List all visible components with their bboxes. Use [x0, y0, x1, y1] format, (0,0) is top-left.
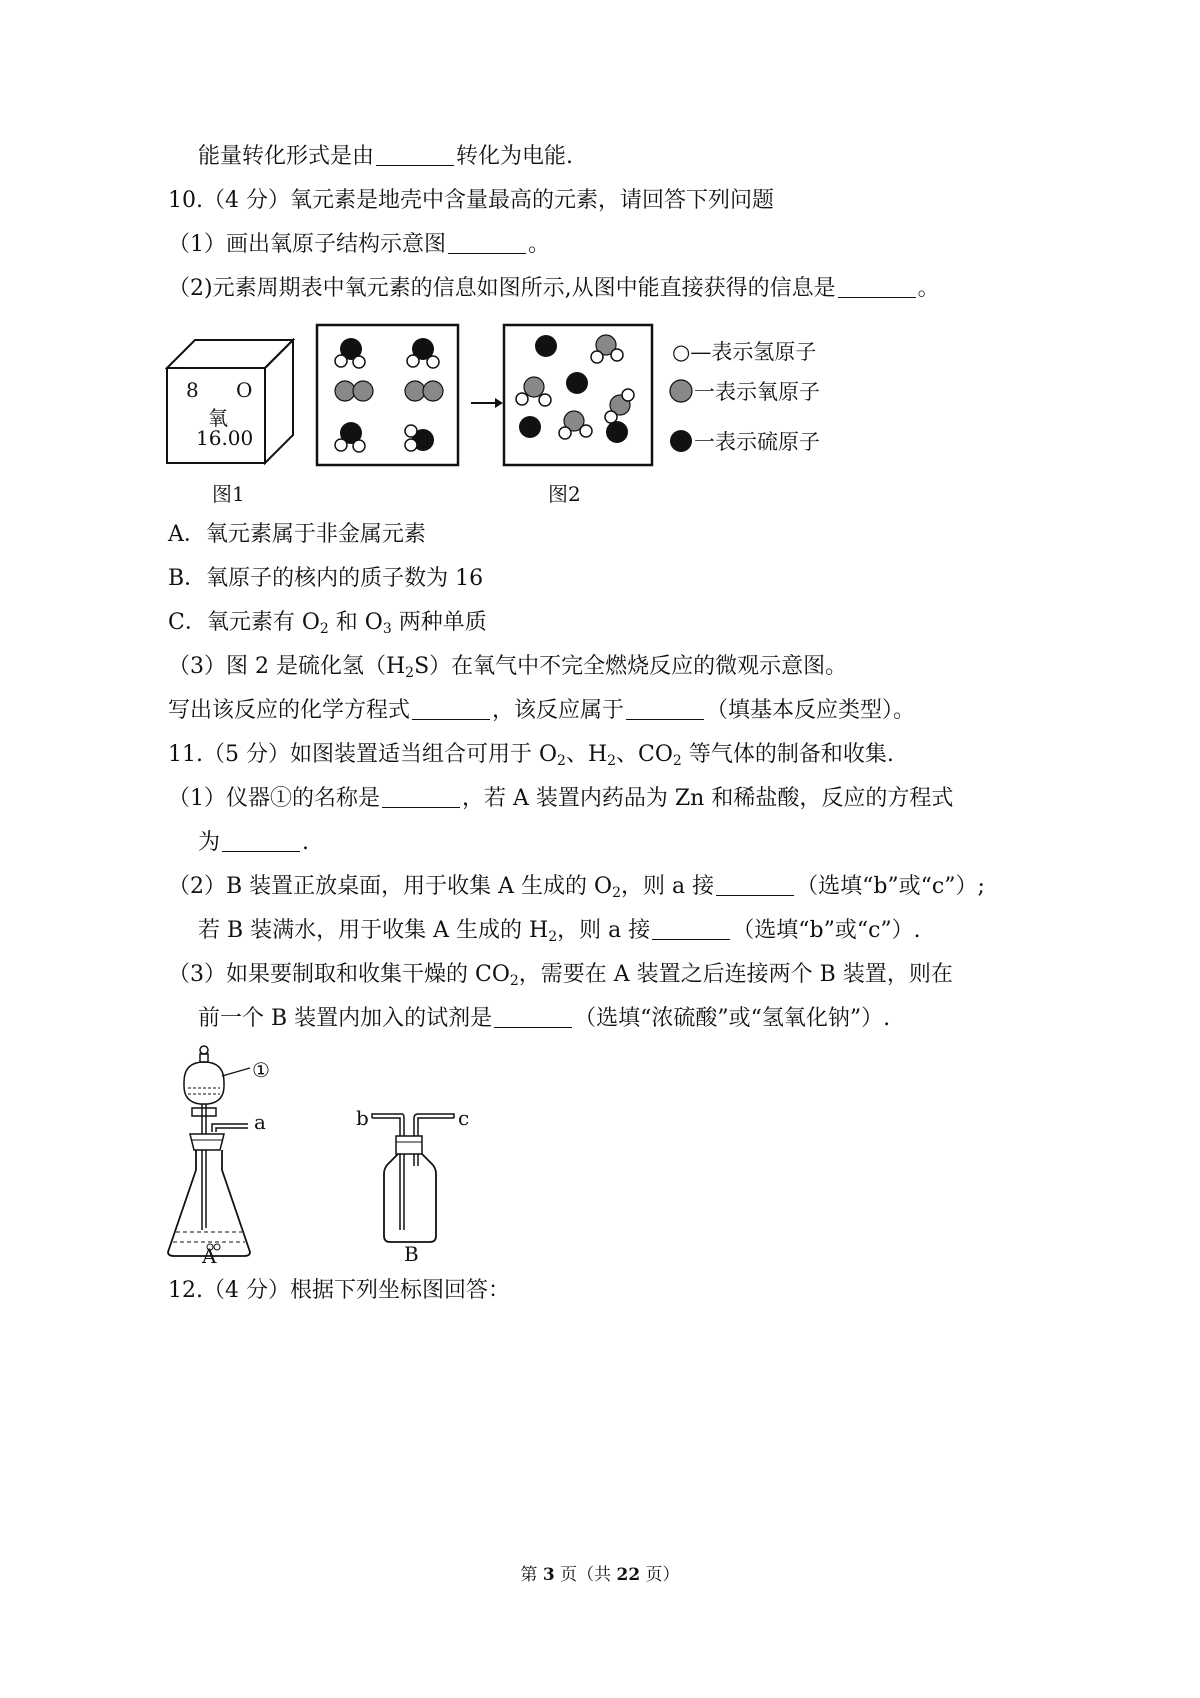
- question-11-part2: [168, 872, 985, 902]
- legend-text: ○—表示氢原子: [672, 340, 817, 364]
- text: 转化为电能.: [456, 144, 574, 169]
- text: 前一个 B 装置内加入的试剂是: [198, 1006, 493, 1031]
- option-a[interactable]: A．氧元素属于非金属元素: [168, 522, 426, 547]
- element-mass: 16.00: [196, 426, 254, 450]
- text: （1）画出氧原子结构示意图: [168, 232, 446, 257]
- text: （选填“b”或“c”）;: [796, 874, 985, 899]
- text: （3）如果要制取和收集干燥的 CO: [168, 962, 510, 987]
- option-b[interactable]: B．氧原子的核内的质子数为 16: [168, 566, 484, 591]
- text: 两种单质: [391, 610, 487, 635]
- text: 11.（5 分）如图装置适当组合可用于 O: [168, 742, 558, 767]
- question-11-part2-cont: [198, 916, 921, 946]
- apparatus-a-flask: [160, 1040, 290, 1270]
- answer-blank[interactable]: [626, 697, 704, 720]
- question-11-title: [168, 740, 894, 770]
- text: 第: [520, 1565, 543, 1585]
- subscript: 2: [672, 753, 682, 769]
- question-10-part1: [168, 230, 550, 260]
- text: C．氧元素有 O: [168, 610, 320, 635]
- question-10-part3-equation: [168, 696, 915, 726]
- element-name: 氧: [208, 406, 228, 430]
- question-10-title: 10.（4 分）氧元素是地壳中含量最高的元素，请回答下列问题: [168, 188, 774, 213]
- question-11-part3: [168, 960, 953, 990]
- sulfur-atom: [519, 416, 541, 438]
- page-number: 3: [542, 1565, 555, 1585]
- text: 等气体的制备和收集.: [681, 742, 894, 767]
- answer-blank[interactable]: [448, 231, 526, 254]
- text: 能量转化形式是由: [198, 144, 375, 169]
- text: 、CO: [616, 742, 673, 767]
- sulfur-atom: [535, 335, 557, 357]
- legend-text: 一表示硫原子: [694, 430, 820, 454]
- option-c[interactable]: [168, 608, 487, 638]
- label-b: b: [356, 1106, 369, 1130]
- text: 。: [528, 232, 551, 257]
- text: （2）B 装置正放桌面，用于收集 A 生成的 O: [168, 874, 613, 899]
- sulfur-atom: [566, 372, 588, 394]
- subscript: 2: [405, 665, 415, 681]
- text: 写出该反应的化学方程式: [168, 698, 411, 723]
- answer-blank[interactable]: [412, 697, 490, 720]
- text: 。: [917, 276, 940, 301]
- legend-oxygen: [668, 376, 820, 406]
- label-c: c: [458, 1106, 470, 1130]
- text: ，则 a 接: [557, 918, 651, 943]
- subscript: 2: [607, 753, 617, 769]
- element-symbol: O: [236, 378, 253, 402]
- subscript: 2: [548, 929, 558, 945]
- answer-blank[interactable]: [838, 275, 916, 298]
- subscript: 2: [557, 753, 566, 769]
- subscript: 3: [382, 621, 392, 637]
- label-a: a: [254, 1110, 266, 1134]
- text: 为: [198, 830, 221, 855]
- legend-sulfur: [668, 426, 820, 456]
- question-12-title: 12.（4 分）根据下列坐标图回答：: [168, 1278, 510, 1303]
- text: （1）仪器①的名称是: [168, 786, 380, 811]
- element-number: 8: [186, 378, 199, 402]
- question-11-part1: [168, 784, 953, 814]
- subscript: 2: [612, 885, 621, 901]
- text: .: [302, 830, 310, 855]
- text: 、H: [565, 742, 608, 767]
- question-10-part2: [168, 274, 940, 304]
- line-energy: [198, 142, 573, 172]
- question-11-part1-cont: [198, 828, 309, 858]
- answer-blank[interactable]: [222, 829, 300, 852]
- oxygen-atom-icon: [668, 378, 694, 404]
- question-11-part3-cont: [198, 1004, 890, 1034]
- subscript: 2: [319, 621, 329, 637]
- answer-blank[interactable]: [376, 143, 454, 166]
- answer-blank[interactable]: [494, 1005, 572, 1028]
- subscript: 2: [509, 973, 519, 989]
- text: （选填“b”或“c”）.: [732, 918, 921, 943]
- answer-blank[interactable]: [382, 785, 460, 808]
- legend-text: 一表示氧原子: [694, 380, 820, 404]
- text: 若 B 装满水，用于收集 A 生成的 H: [198, 918, 549, 943]
- text: ，该反应属于: [492, 698, 625, 723]
- reaction-arrow: [471, 398, 503, 408]
- text: ，若 A 装置内药品为 Zn 和稀盐酸，反应的方程式: [462, 786, 954, 811]
- text: ，需要在 A 装置之后连接两个 B 装置，则在: [518, 962, 953, 987]
- text: 页）: [640, 1565, 680, 1585]
- text: （填基本反应类型）。: [706, 698, 916, 723]
- apparatus-b-bottle: [366, 1106, 466, 1246]
- label-circle-1: ①: [252, 1058, 270, 1082]
- figure-2-label: 图2: [548, 482, 581, 506]
- legend-hydrogen: [672, 336, 816, 366]
- text: 页（共: [554, 1565, 617, 1585]
- label-apparatus-b: B: [404, 1242, 419, 1266]
- question-10-part3: [168, 652, 847, 682]
- total-pages: 22: [616, 1565, 641, 1585]
- answer-blank[interactable]: [652, 917, 730, 940]
- text: ，则 a 接: [620, 874, 715, 899]
- text: （选填“浓硫酸”或“氢氧化钠”）.: [574, 1006, 891, 1031]
- sulfur-atom: [606, 421, 628, 443]
- text: （3）图 2 是硫化氢（H: [168, 654, 406, 679]
- page-footer: [0, 1560, 1200, 1585]
- text: S）在氧气中不完全燃烧反应的微观示意图。: [414, 654, 848, 679]
- answer-blank[interactable]: [716, 873, 794, 896]
- text: 和 O: [328, 610, 383, 635]
- figure-1-label: 图1: [212, 482, 245, 506]
- sulfur-atom-icon: [668, 428, 694, 454]
- figure-2-reaction-diagram: [315, 323, 655, 469]
- text: （2)元素周期表中氧元素的信息如图所示,从图中能直接获得的信息是: [168, 276, 836, 301]
- label-apparatus-a: A: [202, 1244, 217, 1268]
